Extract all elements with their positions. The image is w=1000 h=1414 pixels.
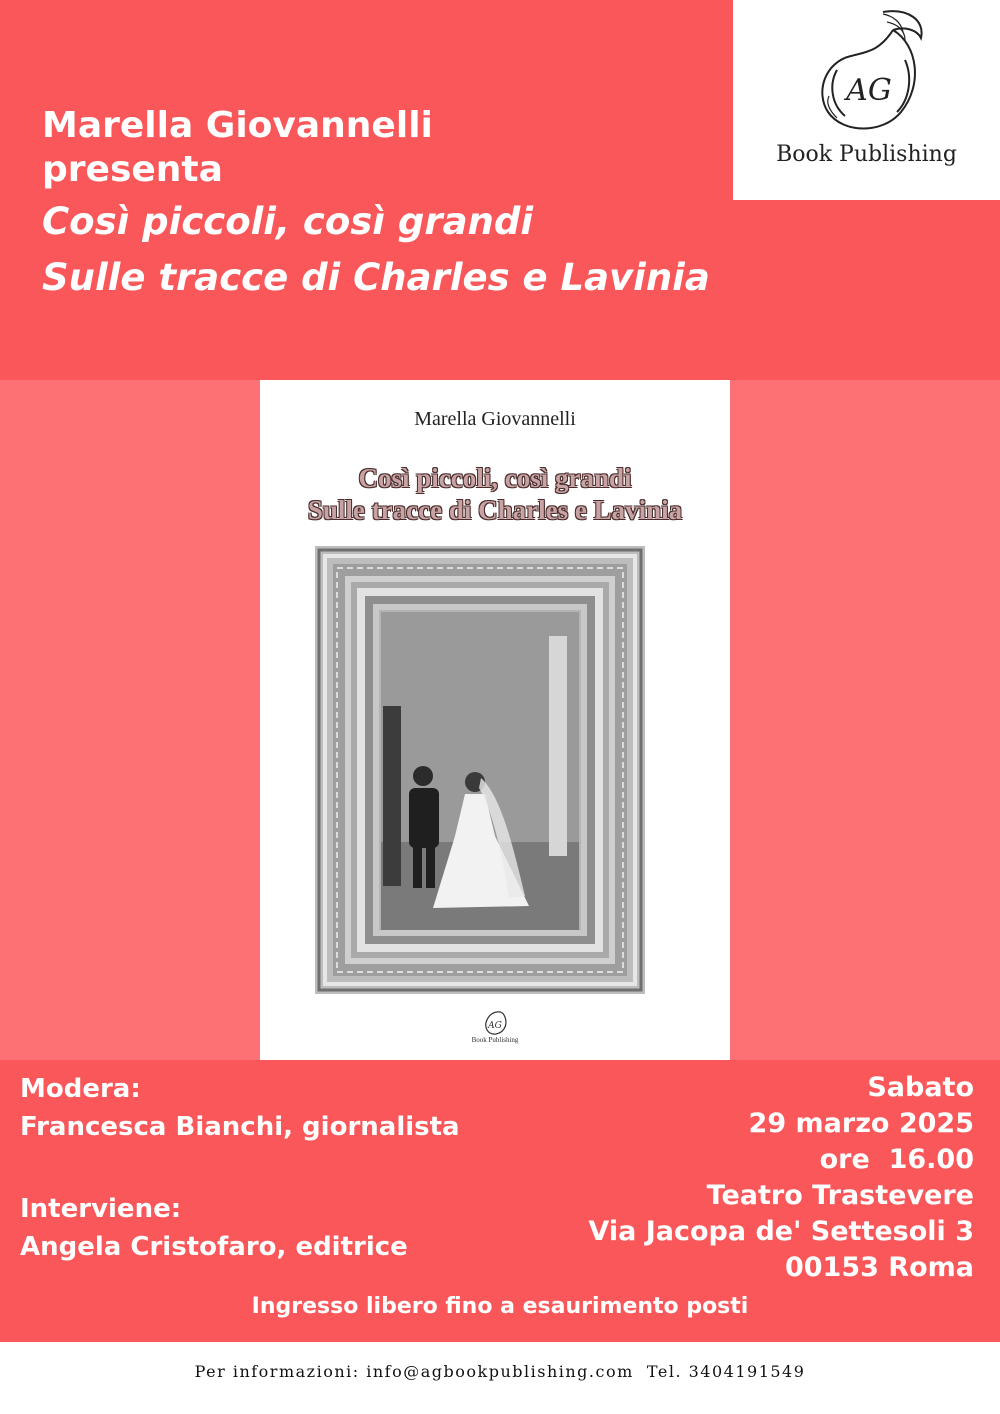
date-venue: [588, 1070, 974, 1286]
cover-author: Marella Giovannelli: [414, 408, 576, 430]
cornucopia-logo-icon: [733, 0, 1000, 140]
moderator-label: Modera:: [20, 1074, 141, 1104]
venue-address: Via Jacopa de' Settesoli 3: [588, 1216, 974, 1247]
speaker-name: Angela Cristofaro, editrice: [20, 1232, 408, 1262]
publisher-logo: [733, 0, 1000, 200]
presenter-name: Marella Giovannelli: [42, 105, 433, 146]
book-title-line-2: Sulle tracce di Charles e Lavinia: [42, 256, 710, 299]
book-cover: [260, 380, 730, 1060]
logo-publisher-name: Book Publishing: [776, 142, 957, 167]
event-time: ore 16.00: [819, 1144, 974, 1175]
event-date: 29 marzo 2025: [748, 1108, 974, 1139]
presenta-label: presenta: [42, 149, 223, 190]
cover-title-line-1: Così piccoli, così grandi: [358, 463, 632, 493]
book-title-line-1: Così piccoli, così grandi: [42, 200, 534, 243]
cover-logo-icon: [478, 1008, 512, 1038]
event-day: Sabato: [867, 1072, 974, 1103]
cover-title: [260, 462, 730, 526]
moderator-name: Francesca Bianchi, giornalista: [20, 1112, 460, 1142]
speaker-label: Interviene:: [20, 1194, 182, 1224]
svg-text:AG: AG: [488, 1021, 502, 1031]
venue-name: Teatro Trastevere: [706, 1180, 974, 1211]
cover-publisher: Book Publishing: [471, 1036, 519, 1044]
logo-monogram: AG: [846, 73, 892, 108]
cover-title-line-2: Sulle tracce di Charles e Lavinia: [307, 495, 683, 525]
event-details: [0, 1060, 1000, 1342]
contact-footer: Per informazioni: info@agbookpublishing.com Tel. 3404191549: [194, 1362, 806, 1381]
ornate-frame-photo: [315, 546, 645, 994]
entry-note: Ingresso libero fino a esaurimento posti: [251, 1294, 749, 1319]
event-title-block: [42, 104, 710, 304]
participants: [20, 1070, 460, 1266]
venue-city: 00153 Roma: [784, 1252, 974, 1283]
